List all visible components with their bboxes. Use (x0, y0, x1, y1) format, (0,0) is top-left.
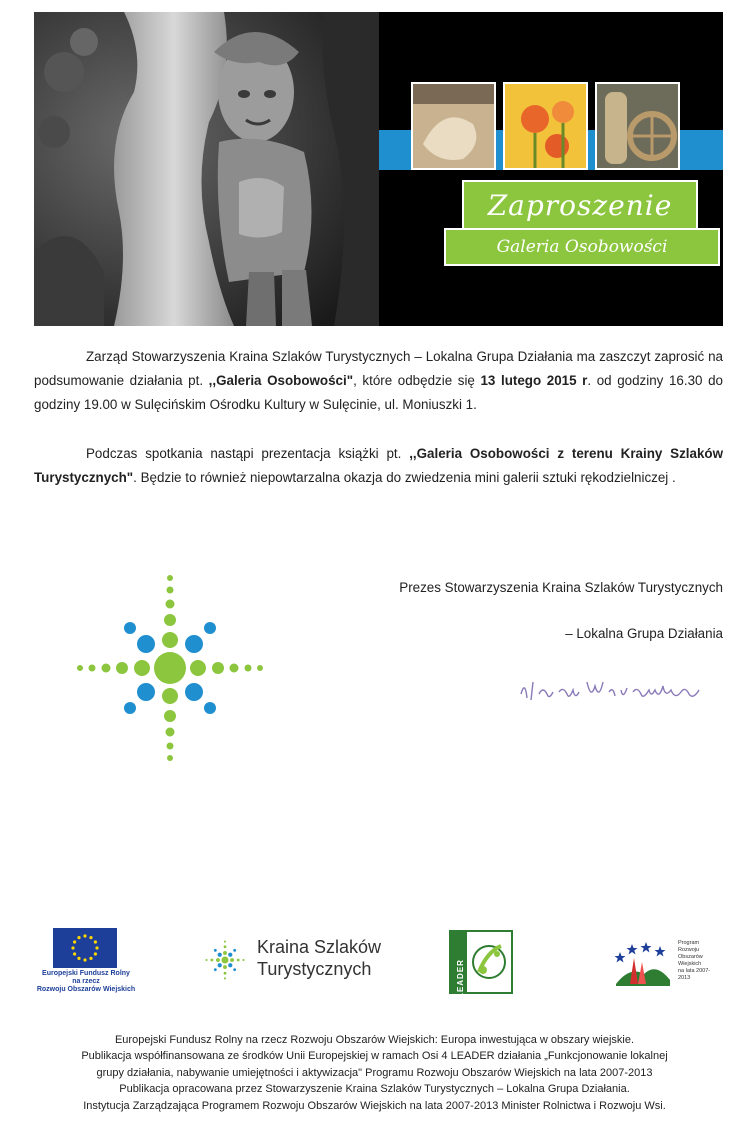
kraina-star-logo (70, 568, 270, 768)
kraina-mini-star-icon (203, 938, 247, 982)
signature-line-1: Prezes Stowarzyszenia Kraina Szlaków Turystycznych (399, 580, 723, 595)
footer-line: Publikacja opracowana przez Stowarzyszenie Kraina Szlaków Turystycznych – Lokalna Grupa Działania. (119, 1083, 630, 1096)
invitation-paragraph (34, 345, 723, 417)
footer-line: Europejski Fundusz Rolny na rzecz Rozwoju Obszarów Wiejskich: Europa inwestująca w obszary wiejskie. (114, 1034, 635, 1046)
caption-line: Europejski Fundusz Rolny (42, 970, 130, 977)
logo-line: Kraina Szlaków (257, 937, 382, 957)
invitation-title-box (462, 180, 698, 232)
thumbnail-flower-painting (503, 82, 588, 170)
prow-caption (678, 940, 720, 982)
thumbnail-wood-figure (595, 82, 680, 170)
eu-fund-logo (36, 928, 156, 994)
caption-line: Wiejskich (678, 961, 702, 967)
event-date: 13 lutego 2015 r (480, 373, 588, 388)
gallery-subtitle: Galeria Osobowości (496, 237, 668, 257)
footer-line: grupy działania, nabywanie umiejętności i aktywizacja" Programu Rozwoju Obszarów Wiejskich na lata 2007-2013 (96, 1066, 653, 1079)
eu-flag-icon (53, 928, 117, 968)
prow-logo (610, 934, 720, 994)
text: Podczas spotkania nastąpi prezentacja książki pt. (86, 446, 410, 461)
logo-line: Turystycznych (257, 959, 372, 979)
header-banner (34, 12, 723, 326)
prow-emblem-icon (610, 938, 674, 988)
thumbnail-wood-carving (411, 82, 496, 170)
text: . Będzie to również niepowtarzalna okazja do zwiedzenia mini galerii sztuki rękodzielniczej . (133, 470, 676, 485)
leader-logo (449, 930, 513, 998)
signature-line-2: – Lokalna Grupa Działania (565, 626, 723, 641)
caption-line: Program (678, 940, 700, 946)
caption-line: na lata 2007-2013 (678, 968, 711, 981)
kraina-szlakow-name (257, 936, 381, 980)
leader-label: LEADER (455, 959, 465, 998)
gallery-subtitle-box (444, 228, 720, 266)
book-paragraph (34, 442, 723, 490)
caption-line: Rozwoju (678, 947, 700, 953)
eu-fund-caption (36, 970, 136, 994)
text: . od godziny 16.30 do godziny 19.00 w Sulęcińskim Ośrodku Kultury w Sulęcinie, ul. Moniuszki 1. (34, 373, 723, 412)
leader-leaf-icon (467, 932, 511, 992)
kraina-szlakow-logo (203, 932, 383, 992)
text: , które odbędzie się (353, 373, 481, 388)
thumbnail-row (411, 82, 680, 170)
handwritten-signature (515, 672, 715, 712)
text: Zarząd Stowarzyszenia Kraina Szlaków Turystycznych – Lokalna Grupa Działania ma zaszczyt zaprosić na podsumowanie działania pt. (34, 349, 723, 388)
footer-line: Instytucja Zarządzająca Programem Rozwoju Obszarów Wiejskich na lata 2007-2013 Minister Rolnictwa i Rozwoju Wsi. (83, 1099, 666, 1112)
caption-line: Rozwoju Obszarów Wiejskich (36, 986, 136, 993)
footer-line: Publikacja współfinansowana ze środków Unii Europejskiej w ramach Osi 4 LEADER działania „Funkcjonowanie lokalnej (81, 1050, 668, 1063)
wood-sculpture-photo (34, 12, 379, 326)
book-title: ,,Galeria Osobowości z terenu Krainy Szlaków Turystycznych" (34, 446, 723, 485)
sponsor-logos (0, 922, 749, 1002)
caption-line: na rzecz (72, 978, 100, 985)
caption-line: Obszarów (678, 954, 703, 960)
event-name: ,,Galeria Osobowości" (208, 373, 354, 388)
invitation-title: Zaproszenie (487, 189, 673, 222)
footer-notice (0, 1032, 749, 1114)
